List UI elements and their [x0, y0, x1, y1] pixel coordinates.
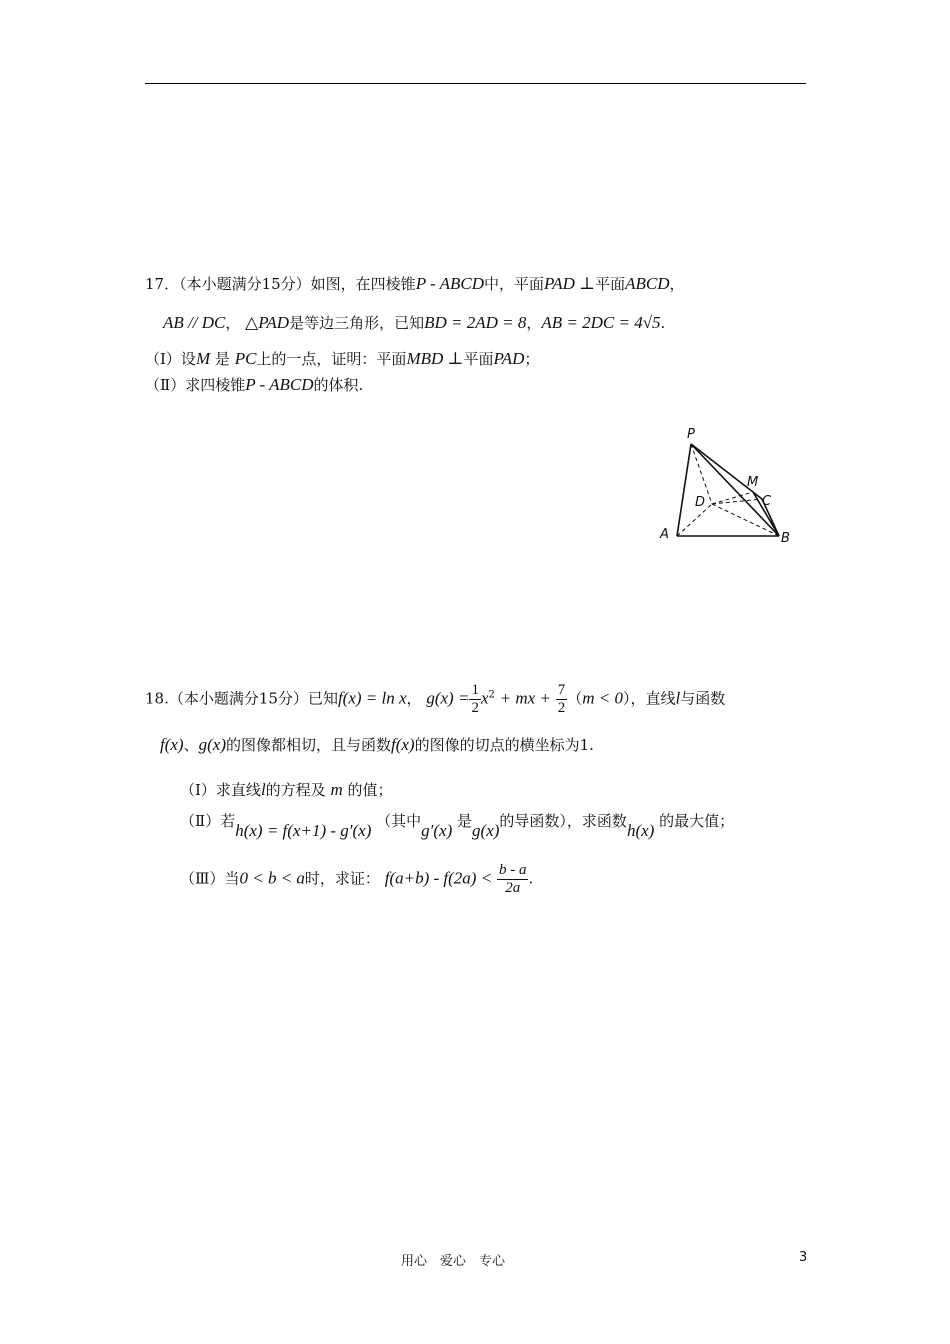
q17-text: ， — [526, 314, 542, 332]
fraction-denominator: 2 — [471, 700, 479, 716]
q18-superscript: 2 — [488, 689, 495, 701]
header-rule — [145, 83, 806, 84]
q18-line2 — [160, 736, 594, 754]
q18-text: 的图像的切点的横坐标为1. — [414, 736, 594, 754]
q18-math: f(a+b) - f(2a) < — [384, 868, 493, 888]
q17-math: △PAD — [245, 313, 290, 332]
q17-math: PAD — [493, 349, 525, 368]
q17-math: PAD ⊥ — [544, 274, 596, 293]
q18-text: 与函数 — [680, 689, 726, 708]
q17-part1 — [145, 350, 539, 368]
q17-text: 是等边三角形，已知 — [289, 314, 425, 332]
q18-math: g′(x) — [421, 821, 453, 840]
footer-slogan: 用心 爱心 专心 — [401, 1254, 506, 1269]
q18-math: g(x) — [198, 735, 226, 754]
q17-line2 — [163, 314, 665, 332]
edge-PC — [691, 444, 762, 499]
q18-text: 的最大值； — [659, 812, 735, 830]
q17-math: ABCD — [625, 274, 670, 293]
fraction-one-half — [469, 682, 481, 717]
q18-text: . — [528, 869, 534, 888]
q18-math: g(x) = — [426, 688, 470, 708]
pyramid-figure — [655, 420, 795, 550]
q17-part2 — [145, 376, 363, 394]
edge-PB — [691, 444, 779, 536]
label-A: A — [660, 527, 669, 542]
fraction-numerator: b - a — [498, 862, 527, 878]
q17-number: 17．（本小题满分15分）如图，在四棱锥 — [145, 275, 416, 293]
q18-math: 0 < b < a — [239, 868, 305, 888]
label-C: C — [762, 494, 772, 509]
q17-text: ， — [669, 275, 685, 293]
q17-math: M — [195, 349, 211, 368]
q17-math: AB // DC — [163, 313, 226, 332]
q17-text: 上的一点，证明：平面 — [256, 350, 407, 368]
q17-text: 中，平面 — [484, 275, 545, 293]
q18-math: + mx + — [499, 688, 551, 708]
fraction-denominator: 2a — [505, 880, 521, 896]
edge-PA — [677, 444, 691, 536]
q17-line1 — [145, 275, 685, 293]
q18-text: 、 — [183, 736, 199, 754]
q18-math: l — [675, 688, 681, 708]
q18-text: 的值； — [347, 781, 393, 799]
q18-math: f(x) = ln x — [337, 688, 407, 708]
q17-math: BD = 2AD = 8 — [424, 313, 527, 332]
q18-text: 的方程及 — [265, 781, 326, 799]
q18-math: m — [330, 780, 343, 799]
q17-text: 的体积. — [313, 376, 364, 394]
q18-text: （ — [567, 689, 583, 708]
q18-part1 — [180, 781, 393, 799]
fraction-denominator: 2 — [557, 700, 566, 716]
q17-math: P - ABCD — [245, 375, 314, 394]
q17-text: 平面 — [595, 275, 626, 293]
q18-number: 18.（本小题满分15分）已知 — [145, 689, 338, 708]
q17-math: AB = 2DC = 4√5 — [541, 313, 661, 332]
q18-math: l — [260, 780, 266, 799]
q18-math: h(x) — [626, 821, 655, 840]
q18-line1 — [145, 682, 725, 717]
q18-math: x — [480, 688, 489, 708]
fraction-seven-halves — [556, 682, 568, 717]
q18-math: f(x) — [160, 735, 184, 754]
q18-text: 的导函数），求函数 — [499, 812, 627, 830]
q18-math: g(x) — [472, 821, 500, 840]
q18-math: h(x) = f(x+1) - g′(x) — [235, 821, 372, 840]
q18-text: （Ⅱ）若 — [180, 812, 236, 830]
q18-math: f(x) — [391, 735, 415, 754]
q17-text: ； — [524, 350, 540, 368]
q17-text: （Ⅰ）设 — [145, 350, 196, 368]
q18-part3 — [180, 862, 533, 897]
q18-text: ），直线 — [622, 689, 676, 708]
q18-text: 的图像都相切，且与函数 — [225, 736, 391, 754]
q18-text: 是 — [457, 812, 473, 830]
q17-text: （Ⅱ）求四棱锥 — [145, 376, 246, 394]
label-D: D — [695, 495, 706, 510]
q17-math: PC — [234, 349, 257, 368]
label-P: P — [687, 427, 695, 442]
q18-text: （Ⅲ）当 — [180, 869, 240, 888]
q18-text: （Ⅰ）求直线 — [180, 781, 261, 799]
q18-part2 — [180, 812, 734, 842]
q17-text: 平面 — [463, 350, 494, 368]
q17-text: ， — [225, 314, 241, 332]
fraction-numerator: 7 — [557, 682, 566, 698]
q18-math: m < 0 — [582, 688, 623, 708]
q17-math: MBD ⊥ — [406, 349, 464, 368]
fraction-numerator: 1 — [471, 682, 479, 698]
label-B: B — [781, 531, 790, 546]
q17-text: . — [660, 314, 666, 332]
label-M: M — [747, 475, 759, 490]
q18-text: ， — [406, 689, 422, 708]
page-number: 3 — [799, 1250, 808, 1265]
q17-math: P - ABCD — [415, 274, 485, 293]
q17-text: 是 — [214, 350, 230, 368]
q18-text: 时，求证： — [304, 869, 380, 888]
fraction-b-minus-a-over-2a — [497, 862, 529, 897]
q18-text: （其中 — [376, 812, 422, 830]
